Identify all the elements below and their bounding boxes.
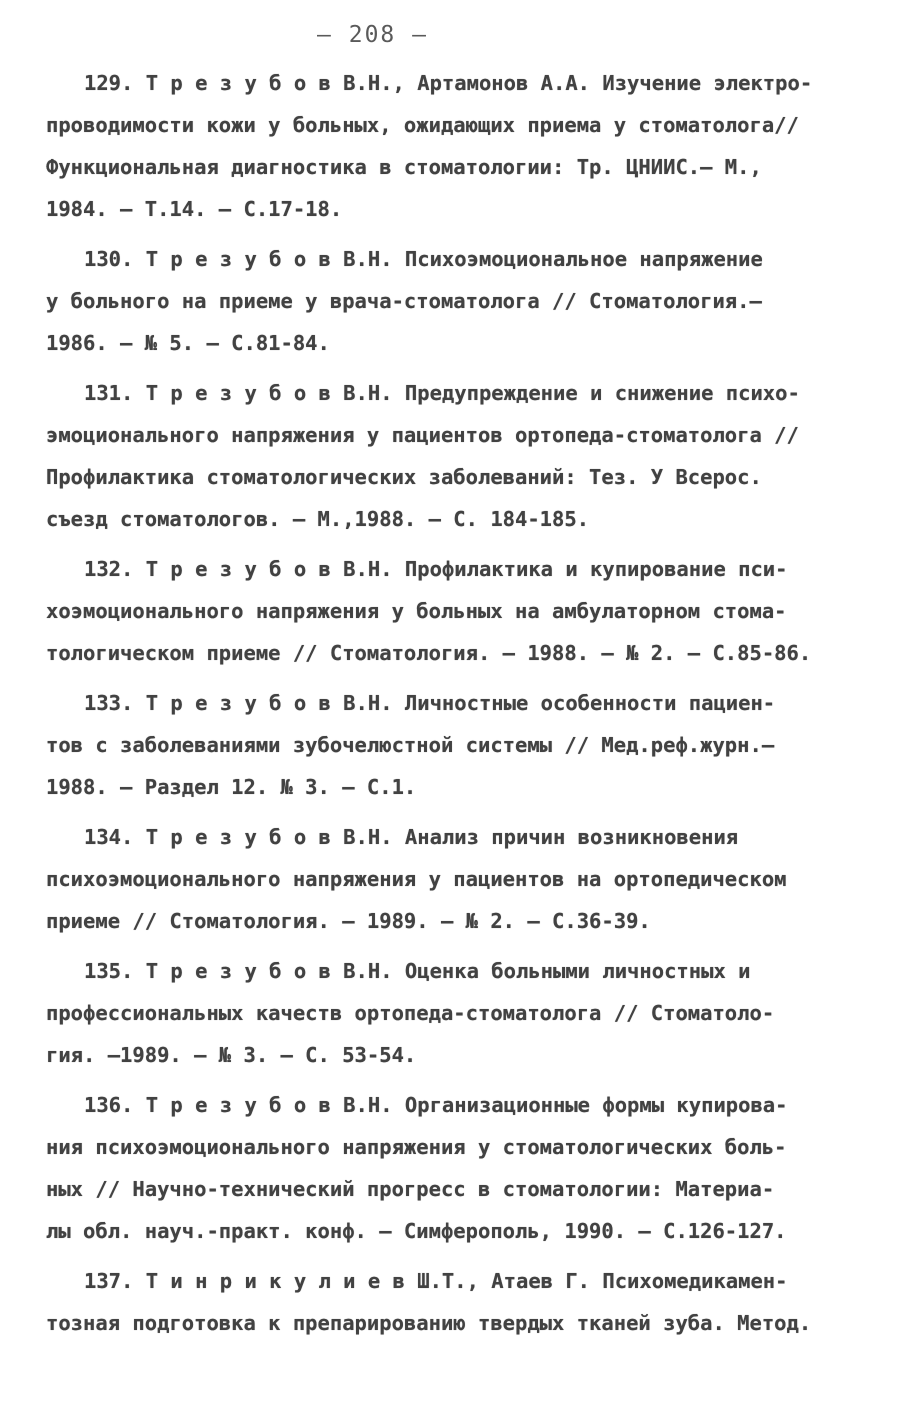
entry-line: 1988. – Раздел 12. № 3. – С.1. <box>46 775 417 799</box>
entry-line: профессиональных качеств ортопеда-стоматолога // Стоматоло- <box>46 1001 775 1025</box>
entry-line: 133. Т р е з у б о в В.Н. Личностные особенности пациен- <box>84 691 776 715</box>
bibliography-entry <box>46 682 846 808</box>
bibliography-entry <box>46 1260 846 1344</box>
entry-line: лы обл. науч.-практ. конф. – Симферополь, 1990. – С.126-127. <box>46 1219 787 1243</box>
entry-line: 1986. – № 5. – С.81-84. <box>46 331 330 355</box>
entry-line: 135. Т р е з у б о в В.Н. Оценка больными личностных и <box>84 959 751 983</box>
bibliography-entry <box>46 816 846 942</box>
entry-line: 136. Т р е з у б о в В.Н. Организационные формы купирова- <box>84 1093 788 1117</box>
entry-line: 137. Т и н р и к у л и е в Ш.Т., Атаев Г. Психомедикамен- <box>84 1269 788 1293</box>
entry-line: гия. –1989. – № 3. – С. 53-54. <box>46 1043 417 1067</box>
entry-line: приеме // Стоматология. – 1989. – № 2. – С.36-39. <box>46 909 651 933</box>
entry-line: тозная подготовка к препарированию твердых тканей зуба. Метод. <box>46 1311 812 1335</box>
entry-line: 131. Т р е з у б о в В.Н. Предупреждение и снижение психо- <box>84 381 800 405</box>
bibliography-entry <box>46 238 846 364</box>
entry-line: 132. Т р е з у б о в В.Н. Профилактика и купирование пси- <box>84 557 788 581</box>
entry-line: ных // Научно-технический прогресс в стоматологии: Материа- <box>46 1177 775 1201</box>
entry-line: хоэмоционального напряжения у больных на амбулаторном стома- <box>46 599 787 623</box>
entry-line: 130. Т р е з у б о в В.Н. Психоэмоциональное напряжение <box>84 247 763 271</box>
bibliography-entry <box>46 372 846 540</box>
entry-line: Профилактика стоматологических заболеваний: Тез. У Всерос. <box>46 465 762 489</box>
entry-line: тов с заболеваниями зубочелюстной системы // Мед.реф.журн.– <box>46 733 775 757</box>
bibliography-entry <box>46 1084 846 1252</box>
entry-line: психоэмоционального напряжения у пациентов на ортопедическом <box>46 867 787 891</box>
entry-line: 134. Т р е з у б о в В.Н. Анализ причин возникновения <box>84 825 739 849</box>
entry-line: ния психоэмоционального напряжения у стоматологических боль- <box>46 1135 787 1159</box>
entry-line: Функциональная диагностика в стоматологии: Тр. ЦНИИС.– М., <box>46 155 762 179</box>
entry-line: эмоционального напряжения у пациентов ортопеда-стоматолога // <box>46 423 799 447</box>
bibliography-entry <box>46 548 846 674</box>
entry-line: проводимости кожи у больных, ожидающих приема у стоматолога// <box>46 113 799 137</box>
bibliography-entry <box>46 62 846 230</box>
entry-line: 129. Т р е з у б о в В.Н., Артамонов А.А. Изучение электро- <box>84 71 813 95</box>
page-number: – 208 – <box>317 22 428 48</box>
entry-line: тологическом приеме // Стоматология. – 1988. – № 2. – С.85-86. <box>46 641 812 665</box>
entry-line: 1984. – Т.14. – С.17-18. <box>46 197 343 221</box>
bibliography-list <box>46 62 846 1352</box>
entry-line: у больного на приеме у врача-стоматолога // Стоматология.– <box>46 289 762 313</box>
entry-line: съезд стоматологов. – М.,1988. – С. 184-185. <box>46 507 590 531</box>
bibliography-entry <box>46 950 846 1076</box>
